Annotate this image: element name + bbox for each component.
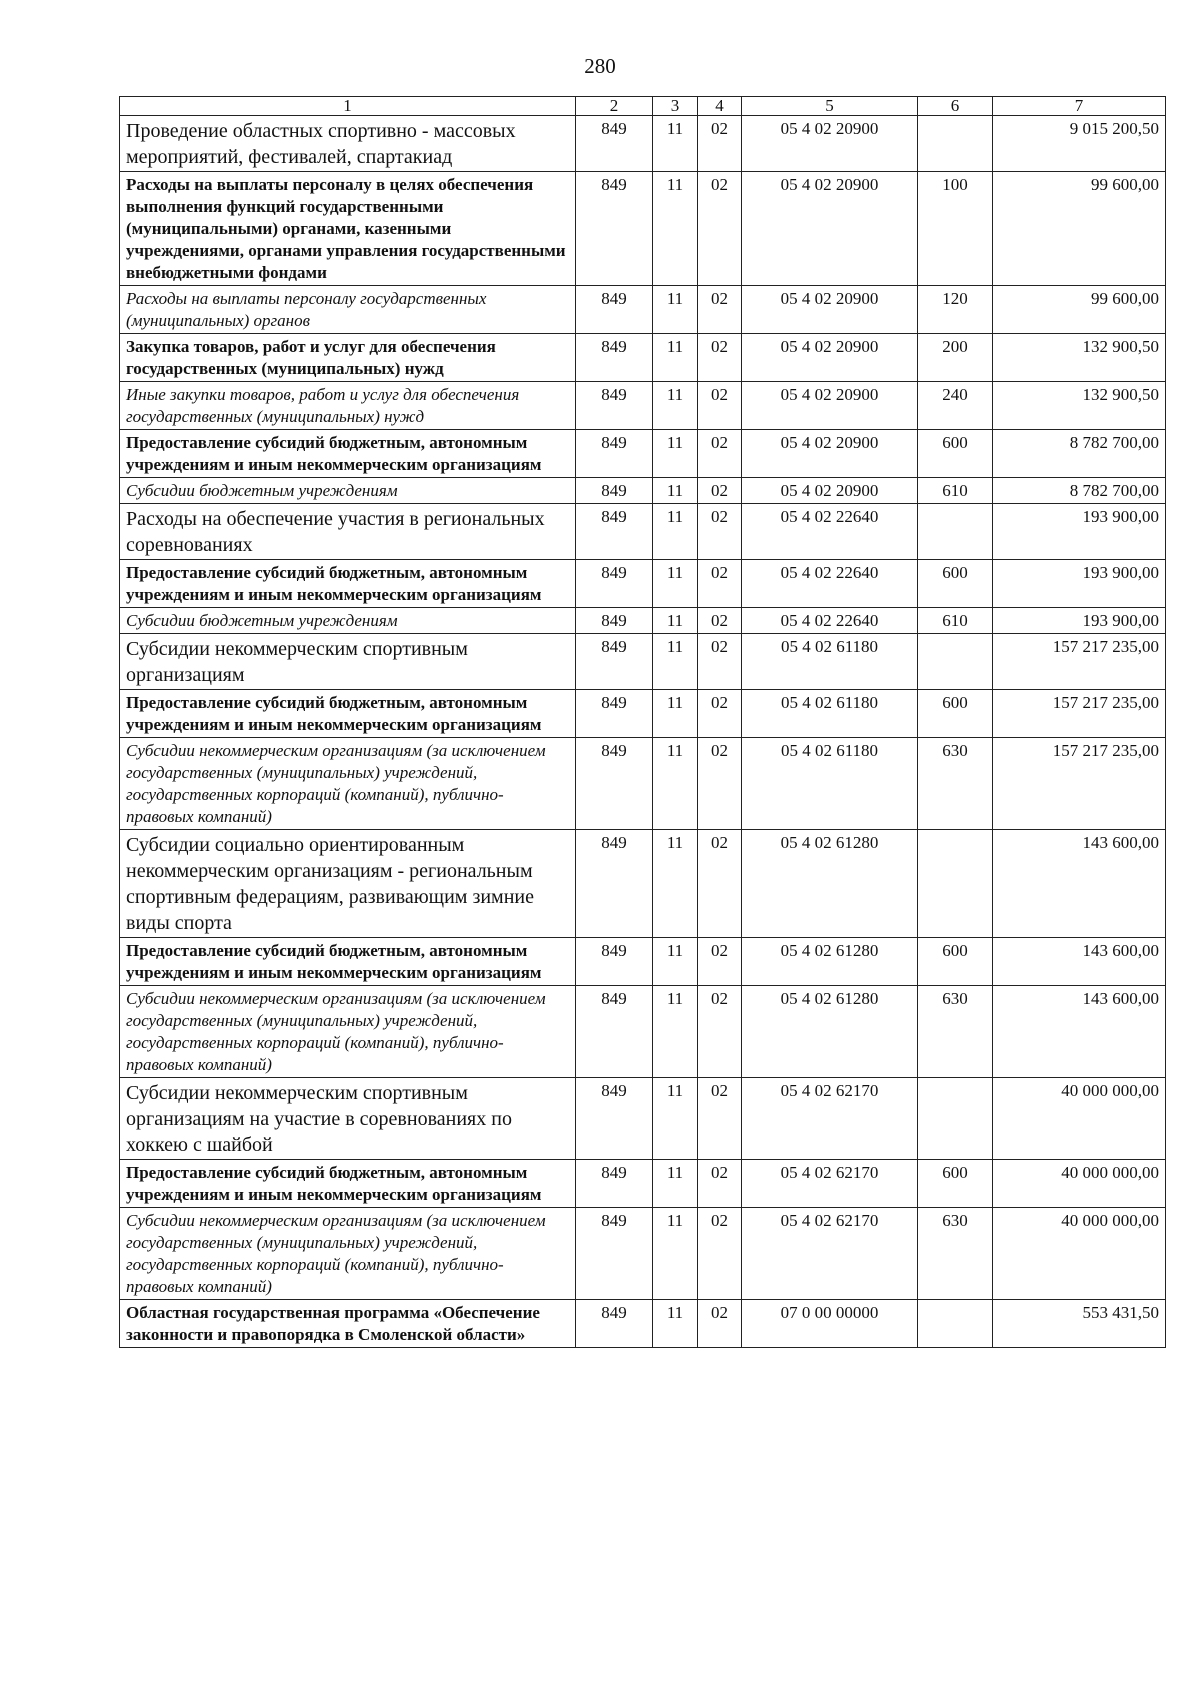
table-row [120,938,1166,986]
subsection-code: 02 [698,478,742,504]
ministry-code: 849 [576,830,653,938]
subsection-code: 02 [698,382,742,430]
line-item-name: Субсидии некоммерческим организациям (за исключением государственных (муниципальных) учреждений, государственных корпораций (компаний), публично-правовых компаний) [120,738,576,830]
table-row [120,1160,1166,1208]
amount: 193 900,00 [993,608,1166,634]
ministry-code: 849 [576,1078,653,1160]
target-article-code: 05 4 02 61280 [742,938,918,986]
subsection-code: 02 [698,938,742,986]
subsection-code: 02 [698,830,742,938]
expense-type-code: 100 [918,172,993,286]
subsection-code: 02 [698,608,742,634]
subsection-code: 02 [698,504,742,560]
amount: 40 000 000,00 [993,1160,1166,1208]
section-code: 11 [653,986,698,1078]
subsection-code: 02 [698,634,742,690]
line-item-name: Расходы на выплаты персоналу государственных (муниципальных) органов [120,286,576,334]
line-item-name: Проведение областных спортивно - массовых мероприятий, фестивалей, спартакиад [120,116,576,172]
target-article-code: 05 4 02 61180 [742,634,918,690]
section-code: 11 [653,608,698,634]
table-row [120,634,1166,690]
expense-type-code: 630 [918,738,993,830]
ministry-code: 849 [576,986,653,1078]
line-item-name: Предоставление субсидий бюджетным, автономным учреждениям и иным некоммерческим организациям [120,1160,576,1208]
header-cell: 3 [653,97,698,116]
ministry-code: 849 [576,430,653,478]
section-code: 11 [653,382,698,430]
section-code: 11 [653,504,698,560]
target-article-code: 05 4 02 22640 [742,608,918,634]
ministry-code: 849 [576,690,653,738]
section-code: 11 [653,172,698,286]
table-header-row [120,97,1166,116]
ministry-code: 849 [576,738,653,830]
target-article-code: 05 4 02 62170 [742,1208,918,1300]
subsection-code: 02 [698,286,742,334]
line-item-name: Расходы на обеспечение участия в региональных соревнованиях [120,504,576,560]
target-article-code: 07 0 00 00000 [742,1300,918,1348]
table-row [120,690,1166,738]
subsection-code: 02 [698,1300,742,1348]
subsection-code: 02 [698,738,742,830]
expense-type-code [918,1300,993,1348]
expense-type-code: 600 [918,938,993,986]
section-code: 11 [653,690,698,738]
section-code: 11 [653,738,698,830]
section-code: 11 [653,1078,698,1160]
expense-type-code: 610 [918,608,993,634]
target-article-code: 05 4 02 20900 [742,286,918,334]
header-cell: 1 [120,97,576,116]
amount: 40 000 000,00 [993,1078,1166,1160]
table-row [120,430,1166,478]
expense-type-code: 120 [918,286,993,334]
table-row [120,1078,1166,1160]
table-row [120,382,1166,430]
subsection-code: 02 [698,116,742,172]
subsection-code: 02 [698,430,742,478]
target-article-code: 05 4 02 20900 [742,430,918,478]
ministry-code: 849 [576,382,653,430]
amount: 99 600,00 [993,172,1166,286]
expense-type-code [918,634,993,690]
line-item-name: Субсидии социально ориентированным некоммерческим организациям - региональным спортивным федерациям, развивающим зимние виды спорта [120,830,576,938]
line-item-name: Предоставление субсидий бюджетным, автономным учреждениям и иным некоммерческим организациям [120,690,576,738]
target-article-code: 05 4 02 20900 [742,116,918,172]
expense-type-code: 600 [918,690,993,738]
amount: 143 600,00 [993,938,1166,986]
target-article-code: 05 4 02 20900 [742,382,918,430]
section-code: 11 [653,634,698,690]
amount: 132 900,50 [993,334,1166,382]
table-row [120,560,1166,608]
section-code: 11 [653,286,698,334]
section-code: 11 [653,1160,698,1208]
amount: 193 900,00 [993,560,1166,608]
ministry-code: 849 [576,634,653,690]
expense-type-code [918,504,993,560]
table-row [120,334,1166,382]
amount: 143 600,00 [993,986,1166,1078]
table-row [120,738,1166,830]
amount: 157 217 235,00 [993,738,1166,830]
ministry-code: 849 [576,1160,653,1208]
table-row [120,172,1166,286]
line-item-name: Расходы на выплаты персоналу в целях обеспечения выполнения функций государственными (муниципальными) органами, казенными учреждениями, органами управления государственными внебюджетными фондами [120,172,576,286]
ministry-code: 849 [576,504,653,560]
table-row [120,504,1166,560]
table-row [120,286,1166,334]
line-item-name: Иные закупки товаров, работ и услуг для обеспечения государственных (муниципальных) нужд [120,382,576,430]
target-article-code: 05 4 02 22640 [742,504,918,560]
subsection-code: 02 [698,334,742,382]
section-code: 11 [653,430,698,478]
ministry-code: 849 [576,478,653,504]
line-item-name: Субсидии некоммерческим организациям (за исключением государственных (муниципальных) учреждений, государственных корпораций (компаний), публично-правовых компаний) [120,986,576,1078]
expense-type-code: 630 [918,1208,993,1300]
line-item-name: Предоставление субсидий бюджетным, автономным учреждениям и иным некоммерческим организациям [120,938,576,986]
expense-type-code: 630 [918,986,993,1078]
target-article-code: 05 4 02 20900 [742,172,918,286]
line-item-name: Субсидии некоммерческим организациям (за исключением государственных (муниципальных) учреждений, государственных корпораций (компаний), публично-правовых компаний) [120,1208,576,1300]
expense-type-code: 600 [918,560,993,608]
amount: 8 782 700,00 [993,430,1166,478]
target-article-code: 05 4 02 61180 [742,738,918,830]
header-cell: 2 [576,97,653,116]
target-article-code: 05 4 02 62170 [742,1160,918,1208]
table-row [120,1208,1166,1300]
subsection-code: 02 [698,1160,742,1208]
amount: 9 015 200,50 [993,116,1166,172]
section-code: 11 [653,1300,698,1348]
ministry-code: 849 [576,1300,653,1348]
expense-type-code [918,116,993,172]
header-cell: 7 [993,97,1166,116]
amount: 132 900,50 [993,382,1166,430]
header-cell: 4 [698,97,742,116]
table-row [120,608,1166,634]
amount: 157 217 235,00 [993,690,1166,738]
line-item-name: Областная государственная программа «Обеспечение законности и правопорядка в Смоленской области» [120,1300,576,1348]
page-number: 280 [584,54,616,78]
ministry-code: 849 [576,116,653,172]
table-row [120,830,1166,938]
ministry-code: 849 [576,334,653,382]
target-article-code: 05 4 02 20900 [742,478,918,504]
line-item-name: Предоставление субсидий бюджетным, автономным учреждениям и иным некоммерческим организациям [120,560,576,608]
ministry-code: 849 [576,560,653,608]
subsection-code: 02 [698,172,742,286]
header-cell: 6 [918,97,993,116]
amount: 99 600,00 [993,286,1166,334]
section-code: 11 [653,1208,698,1300]
section-code: 11 [653,478,698,504]
subsection-code: 02 [698,560,742,608]
table-row [120,116,1166,172]
target-article-code: 05 4 02 61280 [742,830,918,938]
table-row [120,986,1166,1078]
line-item-name: Предоставление субсидий бюджетным, автономным учреждениям и иным некоммерческим организациям [120,430,576,478]
line-item-name: Субсидии некоммерческим спортивным организациям на участие в соревнованиях по хоккею с шайбой [120,1078,576,1160]
expense-type-code: 610 [918,478,993,504]
header-cell: 5 [742,97,918,116]
budget-table [119,96,1166,1348]
amount: 553 431,50 [993,1300,1166,1348]
section-code: 11 [653,560,698,608]
expense-type-code [918,830,993,938]
section-code: 11 [653,938,698,986]
line-item-name: Закупка товаров, работ и услуг для обеспечения государственных (муниципальных) нужд [120,334,576,382]
table-row [120,478,1166,504]
section-code: 11 [653,830,698,938]
expense-type-code: 240 [918,382,993,430]
subsection-code: 02 [698,986,742,1078]
expense-type-code: 200 [918,334,993,382]
table-row [120,1300,1166,1348]
line-item-name: Субсидии бюджетным учреждениям [120,608,576,634]
ministry-code: 849 [576,286,653,334]
subsection-code: 02 [698,690,742,738]
target-article-code: 05 4 02 22640 [742,560,918,608]
ministry-code: 849 [576,172,653,286]
amount: 143 600,00 [993,830,1166,938]
target-article-code: 05 4 02 61180 [742,690,918,738]
expense-type-code: 600 [918,430,993,478]
section-code: 11 [653,334,698,382]
target-article-code: 05 4 02 61280 [742,986,918,1078]
amount: 40 000 000,00 [993,1208,1166,1300]
expense-type-code: 600 [918,1160,993,1208]
target-article-code: 05 4 02 62170 [742,1078,918,1160]
target-article-code: 05 4 02 20900 [742,334,918,382]
subsection-code: 02 [698,1208,742,1300]
amount: 157 217 235,00 [993,634,1166,690]
ministry-code: 849 [576,938,653,986]
ministry-code: 849 [576,608,653,634]
subsection-code: 02 [698,1078,742,1160]
line-item-name: Субсидии некоммерческим спортивным организациям [120,634,576,690]
line-item-name: Субсидии бюджетным учреждениям [120,478,576,504]
expense-type-code [918,1078,993,1160]
section-code: 11 [653,116,698,172]
amount: 193 900,00 [993,504,1166,560]
ministry-code: 849 [576,1208,653,1300]
amount: 8 782 700,00 [993,478,1166,504]
